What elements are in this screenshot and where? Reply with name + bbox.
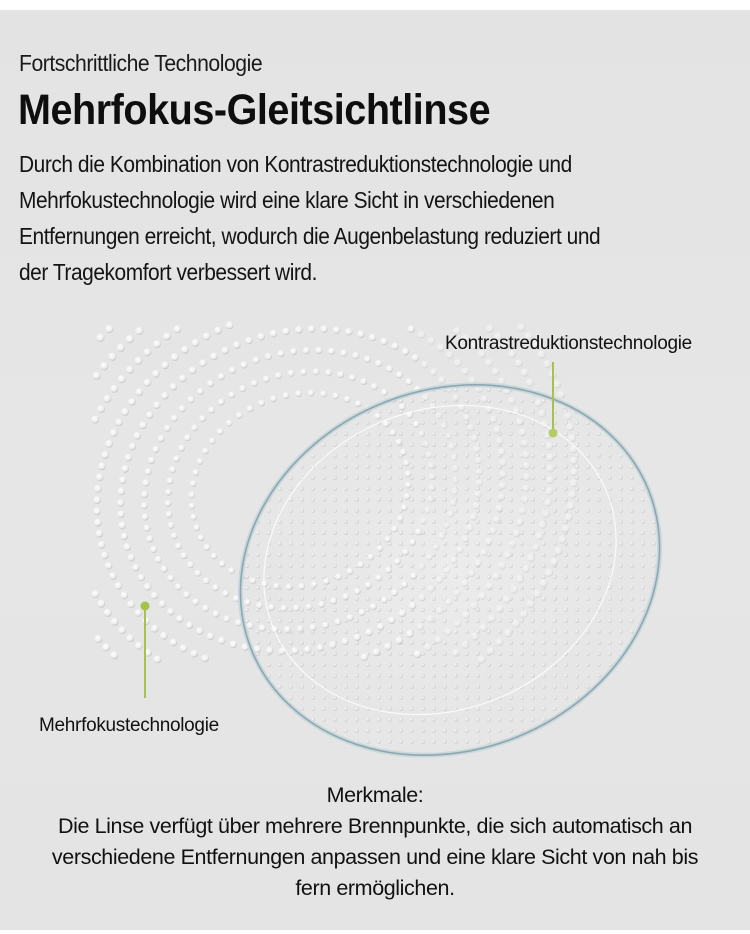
features-line: fern ermöglichen. — [295, 876, 455, 900]
intro-paragraph — [19, 146, 695, 290]
features-section — [0, 780, 750, 904]
callout-label-multifocus: Mehrfokustechnologie — [39, 715, 219, 736]
callout-label-contrast: Kontrastreduktionstechnologie — [445, 333, 692, 354]
intro-line: Entfernungen erreicht, wodurch die Augenbelastung reduziert und — [19, 223, 601, 249]
lens-illustration — [0, 300, 750, 780]
features-line: Die Linse verfügt über mehrere Brennpunkte, die sich automatisch an — [57, 814, 693, 838]
features-line: verschiedene Entfernungen anpassen und eine klare Sicht von nah bis — [51, 845, 699, 869]
page-title: Mehrfokus-Gleitsichtlinse — [18, 86, 491, 134]
eyebrow-text: Fortschrittliche Technologie — [19, 50, 263, 76]
intro-line: der Tragekomfort verbessert wird. — [19, 259, 317, 285]
features-heading: Merkmale: — [326, 783, 424, 807]
intro-line: Durch die Kombination von Kontrastreduktionstechnologie und — [19, 151, 572, 177]
intro-line: Mehrfokustechnologie wird eine klare Sicht in verschiedenen — [19, 187, 555, 213]
